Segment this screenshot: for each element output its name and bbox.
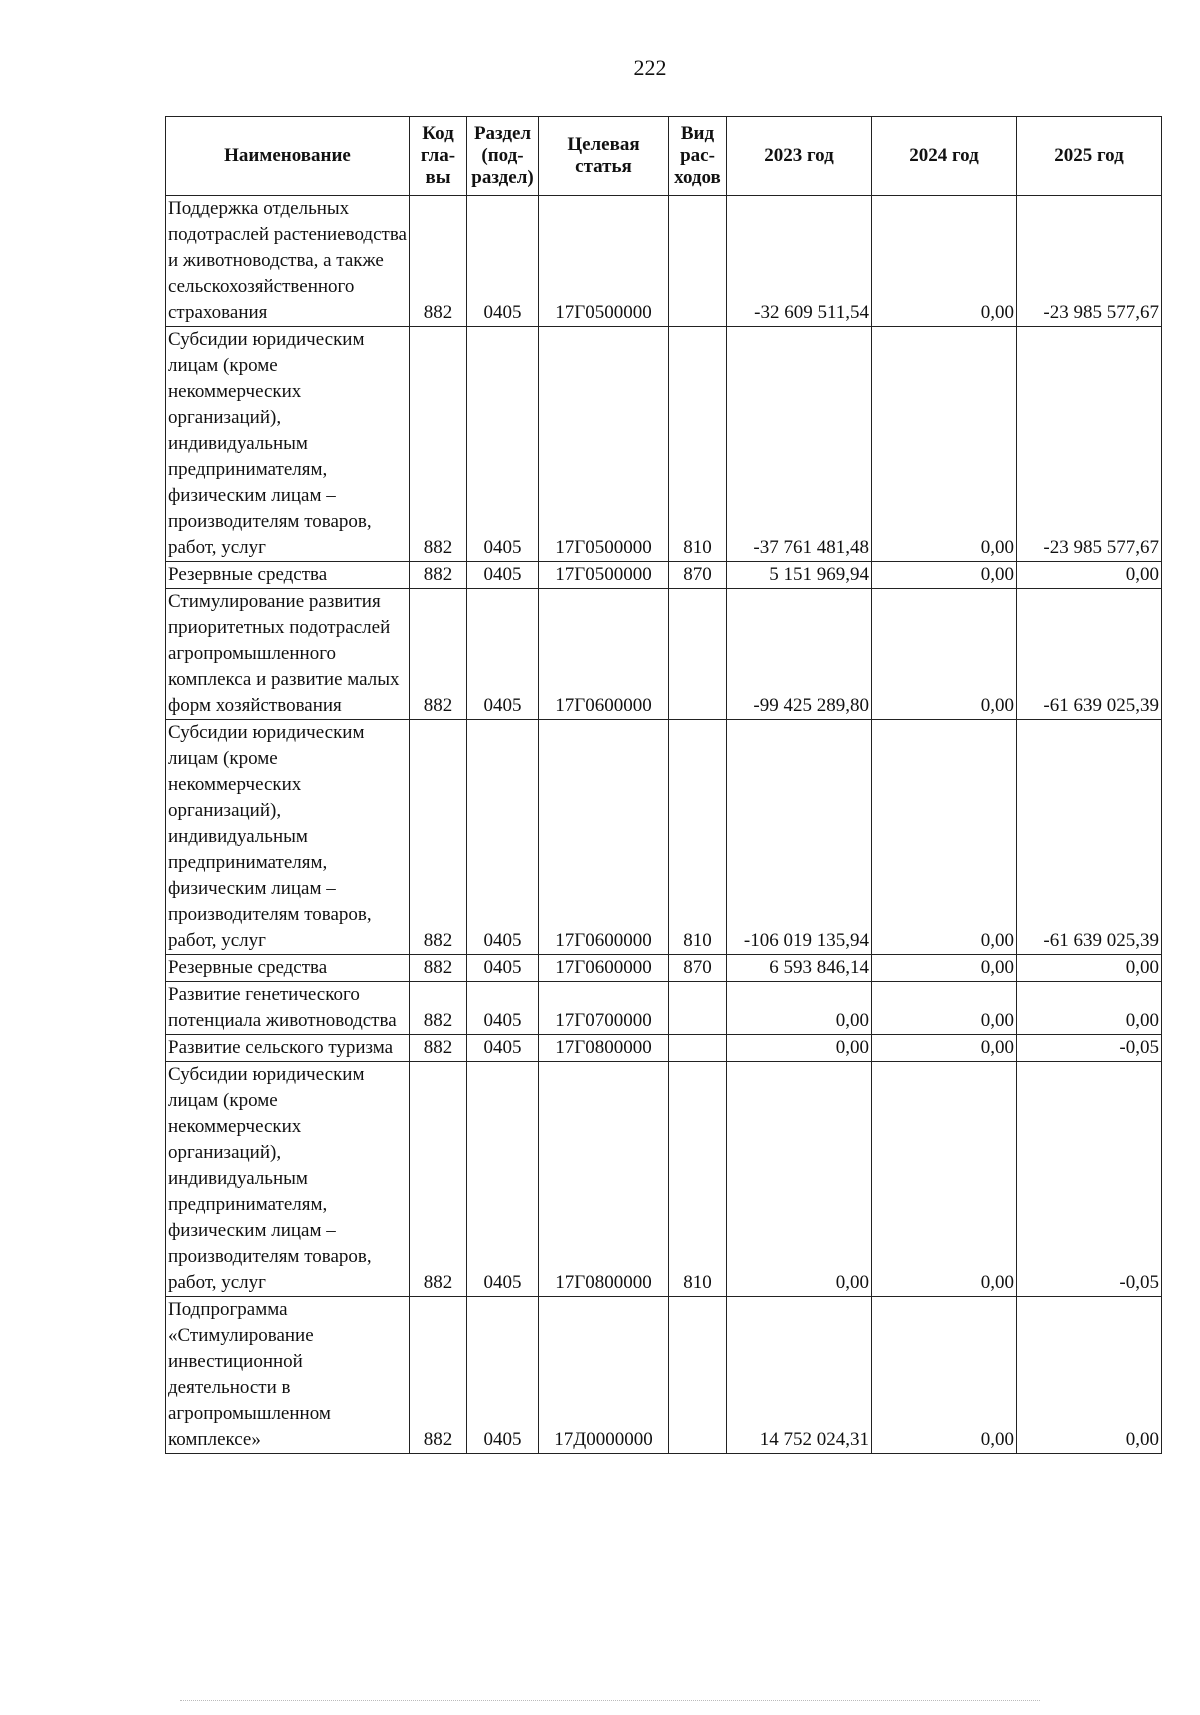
row-chapter: 882: [410, 1062, 467, 1297]
row-value-2023: 5 151 969,94: [727, 562, 872, 589]
row-chapter: 882: [410, 196, 467, 327]
row-target: 17Г0600000: [539, 720, 669, 955]
row-value-2023: 0,00: [727, 1062, 872, 1297]
row-value-2025: -61 639 025,39: [1017, 589, 1162, 720]
page-number: 222: [633, 55, 667, 80]
row-value-2023: -99 425 289,80: [727, 589, 872, 720]
row-section: 0405: [467, 1297, 539, 1454]
header-expense-type: Вид рас- ходов: [669, 117, 727, 196]
row-target: 17Г0600000: [539, 589, 669, 720]
table-row: [166, 1035, 1162, 1062]
row-target: 17Г0600000: [539, 955, 669, 982]
row-chapter: 882: [410, 562, 467, 589]
row-value-2024: 0,00: [872, 327, 1017, 562]
header-target-article: Целевая статья: [539, 117, 669, 196]
row-value-2024: 0,00: [872, 955, 1017, 982]
row-section: 0405: [467, 955, 539, 982]
row-type: 870: [669, 562, 727, 589]
row-target: 17Д0000000: [539, 1297, 669, 1454]
row-value-2024: 0,00: [872, 196, 1017, 327]
scan-artifact-line: [180, 1700, 1040, 1703]
row-type: [669, 196, 727, 327]
row-name: Развитие генетического потенциала животноводства: [166, 982, 410, 1035]
row-chapter: 882: [410, 955, 467, 982]
row-value-2024: 0,00: [872, 982, 1017, 1035]
row-value-2023: -32 609 511,54: [727, 196, 872, 327]
row-section: 0405: [467, 196, 539, 327]
table-row: [166, 196, 1162, 327]
row-value-2024: 0,00: [872, 1035, 1017, 1062]
budget-table: [165, 116, 1162, 1454]
row-target: 17Г0700000: [539, 982, 669, 1035]
header-year-2023: 2023 год: [727, 117, 872, 196]
row-value-2025: 0,00: [1017, 982, 1162, 1035]
row-type: 810: [669, 327, 727, 562]
row-type: [669, 1297, 727, 1454]
row-type: 810: [669, 1062, 727, 1297]
row-name: Субсидии юридическим лицам (кроме некоммерческих организаций), индивидуальным предпринимателям, физическим лицам – производителям товаров, работ, услуг: [166, 720, 410, 955]
header-year-2024: 2024 год: [872, 117, 1017, 196]
row-type: [669, 1035, 727, 1062]
row-section: 0405: [467, 1035, 539, 1062]
table-row: [166, 1062, 1162, 1297]
row-value-2025: -23 985 577,67: [1017, 327, 1162, 562]
row-value-2024: 0,00: [872, 589, 1017, 720]
row-value-2023: 6 593 846,14: [727, 955, 872, 982]
row-value-2024: 0,00: [872, 1062, 1017, 1297]
table-row: [166, 955, 1162, 982]
header-row: [166, 117, 1162, 196]
row-value-2025: 0,00: [1017, 562, 1162, 589]
row-section: 0405: [467, 1062, 539, 1297]
row-chapter: 882: [410, 589, 467, 720]
row-value-2025: -61 639 025,39: [1017, 720, 1162, 955]
row-value-2024: 0,00: [872, 562, 1017, 589]
row-name: Подпрограмма «Стимулирование инвестиционной деятельности в агропромышленном комплексе»: [166, 1297, 410, 1454]
row-value-2023: 0,00: [727, 1035, 872, 1062]
row-value-2023: -37 761 481,48: [727, 327, 872, 562]
row-value-2025: -0,05: [1017, 1062, 1162, 1297]
row-section: 0405: [467, 720, 539, 955]
row-name: Стимулирование развития приоритетных подотраслей агропромышленного комплекса и развитие малых форм хозяйствования: [166, 589, 410, 720]
row-value-2024: 0,00: [872, 1297, 1017, 1454]
row-chapter: 882: [410, 982, 467, 1035]
header-chapter-code: Код гла- вы: [410, 117, 467, 196]
header-section: Раздел (под- раздел): [467, 117, 539, 196]
row-target: 17Г0800000: [539, 1062, 669, 1297]
row-value-2025: 0,00: [1017, 1297, 1162, 1454]
row-section: 0405: [467, 982, 539, 1035]
row-name: Развитие сельского туризма: [166, 1035, 410, 1062]
row-name: Субсидии юридическим лицам (кроме некоммерческих организаций), индивидуальным предпринимателям, физическим лицам – производителям товаров, работ, услуг: [166, 1062, 410, 1297]
table-row: [166, 327, 1162, 562]
row-value-2023: -106 019 135,94: [727, 720, 872, 955]
row-value-2023: 14 752 024,31: [727, 1297, 872, 1454]
table-row: [166, 1297, 1162, 1454]
row-value-2025: -0,05: [1017, 1035, 1162, 1062]
header-name: Наименование: [166, 117, 410, 196]
row-chapter: 882: [410, 327, 467, 562]
row-section: 0405: [467, 562, 539, 589]
row-name: Резервные средства: [166, 955, 410, 982]
header-year-2025: 2025 год: [1017, 117, 1162, 196]
row-value-2024: 0,00: [872, 720, 1017, 955]
row-name: Поддержка отдельных подотраслей растениеводства и животноводства, а также сельскохозяйственного страхования: [166, 196, 410, 327]
row-type: 810: [669, 720, 727, 955]
row-target: 17Г0500000: [539, 562, 669, 589]
row-target: 17Г0800000: [539, 1035, 669, 1062]
row-chapter: 882: [410, 720, 467, 955]
table-row: [166, 982, 1162, 1035]
row-target: 17Г0500000: [539, 327, 669, 562]
row-chapter: 882: [410, 1297, 467, 1454]
row-section: 0405: [467, 327, 539, 562]
row-name: Субсидии юридическим лицам (кроме некоммерческих организаций), индивидуальным предпринимателям, физическим лицам – производителям товаров, работ, услуг: [166, 327, 410, 562]
table-row: [166, 589, 1162, 720]
row-value-2025: -23 985 577,67: [1017, 196, 1162, 327]
row-chapter: 882: [410, 1035, 467, 1062]
row-type: 870: [669, 955, 727, 982]
row-value-2023: 0,00: [727, 982, 872, 1035]
row-name: Резервные средства: [166, 562, 410, 589]
row-value-2025: 0,00: [1017, 955, 1162, 982]
row-type: [669, 982, 727, 1035]
row-type: [669, 589, 727, 720]
table-row: [166, 720, 1162, 955]
row-target: 17Г0500000: [539, 196, 669, 327]
table-row: [166, 562, 1162, 589]
row-section: 0405: [467, 589, 539, 720]
